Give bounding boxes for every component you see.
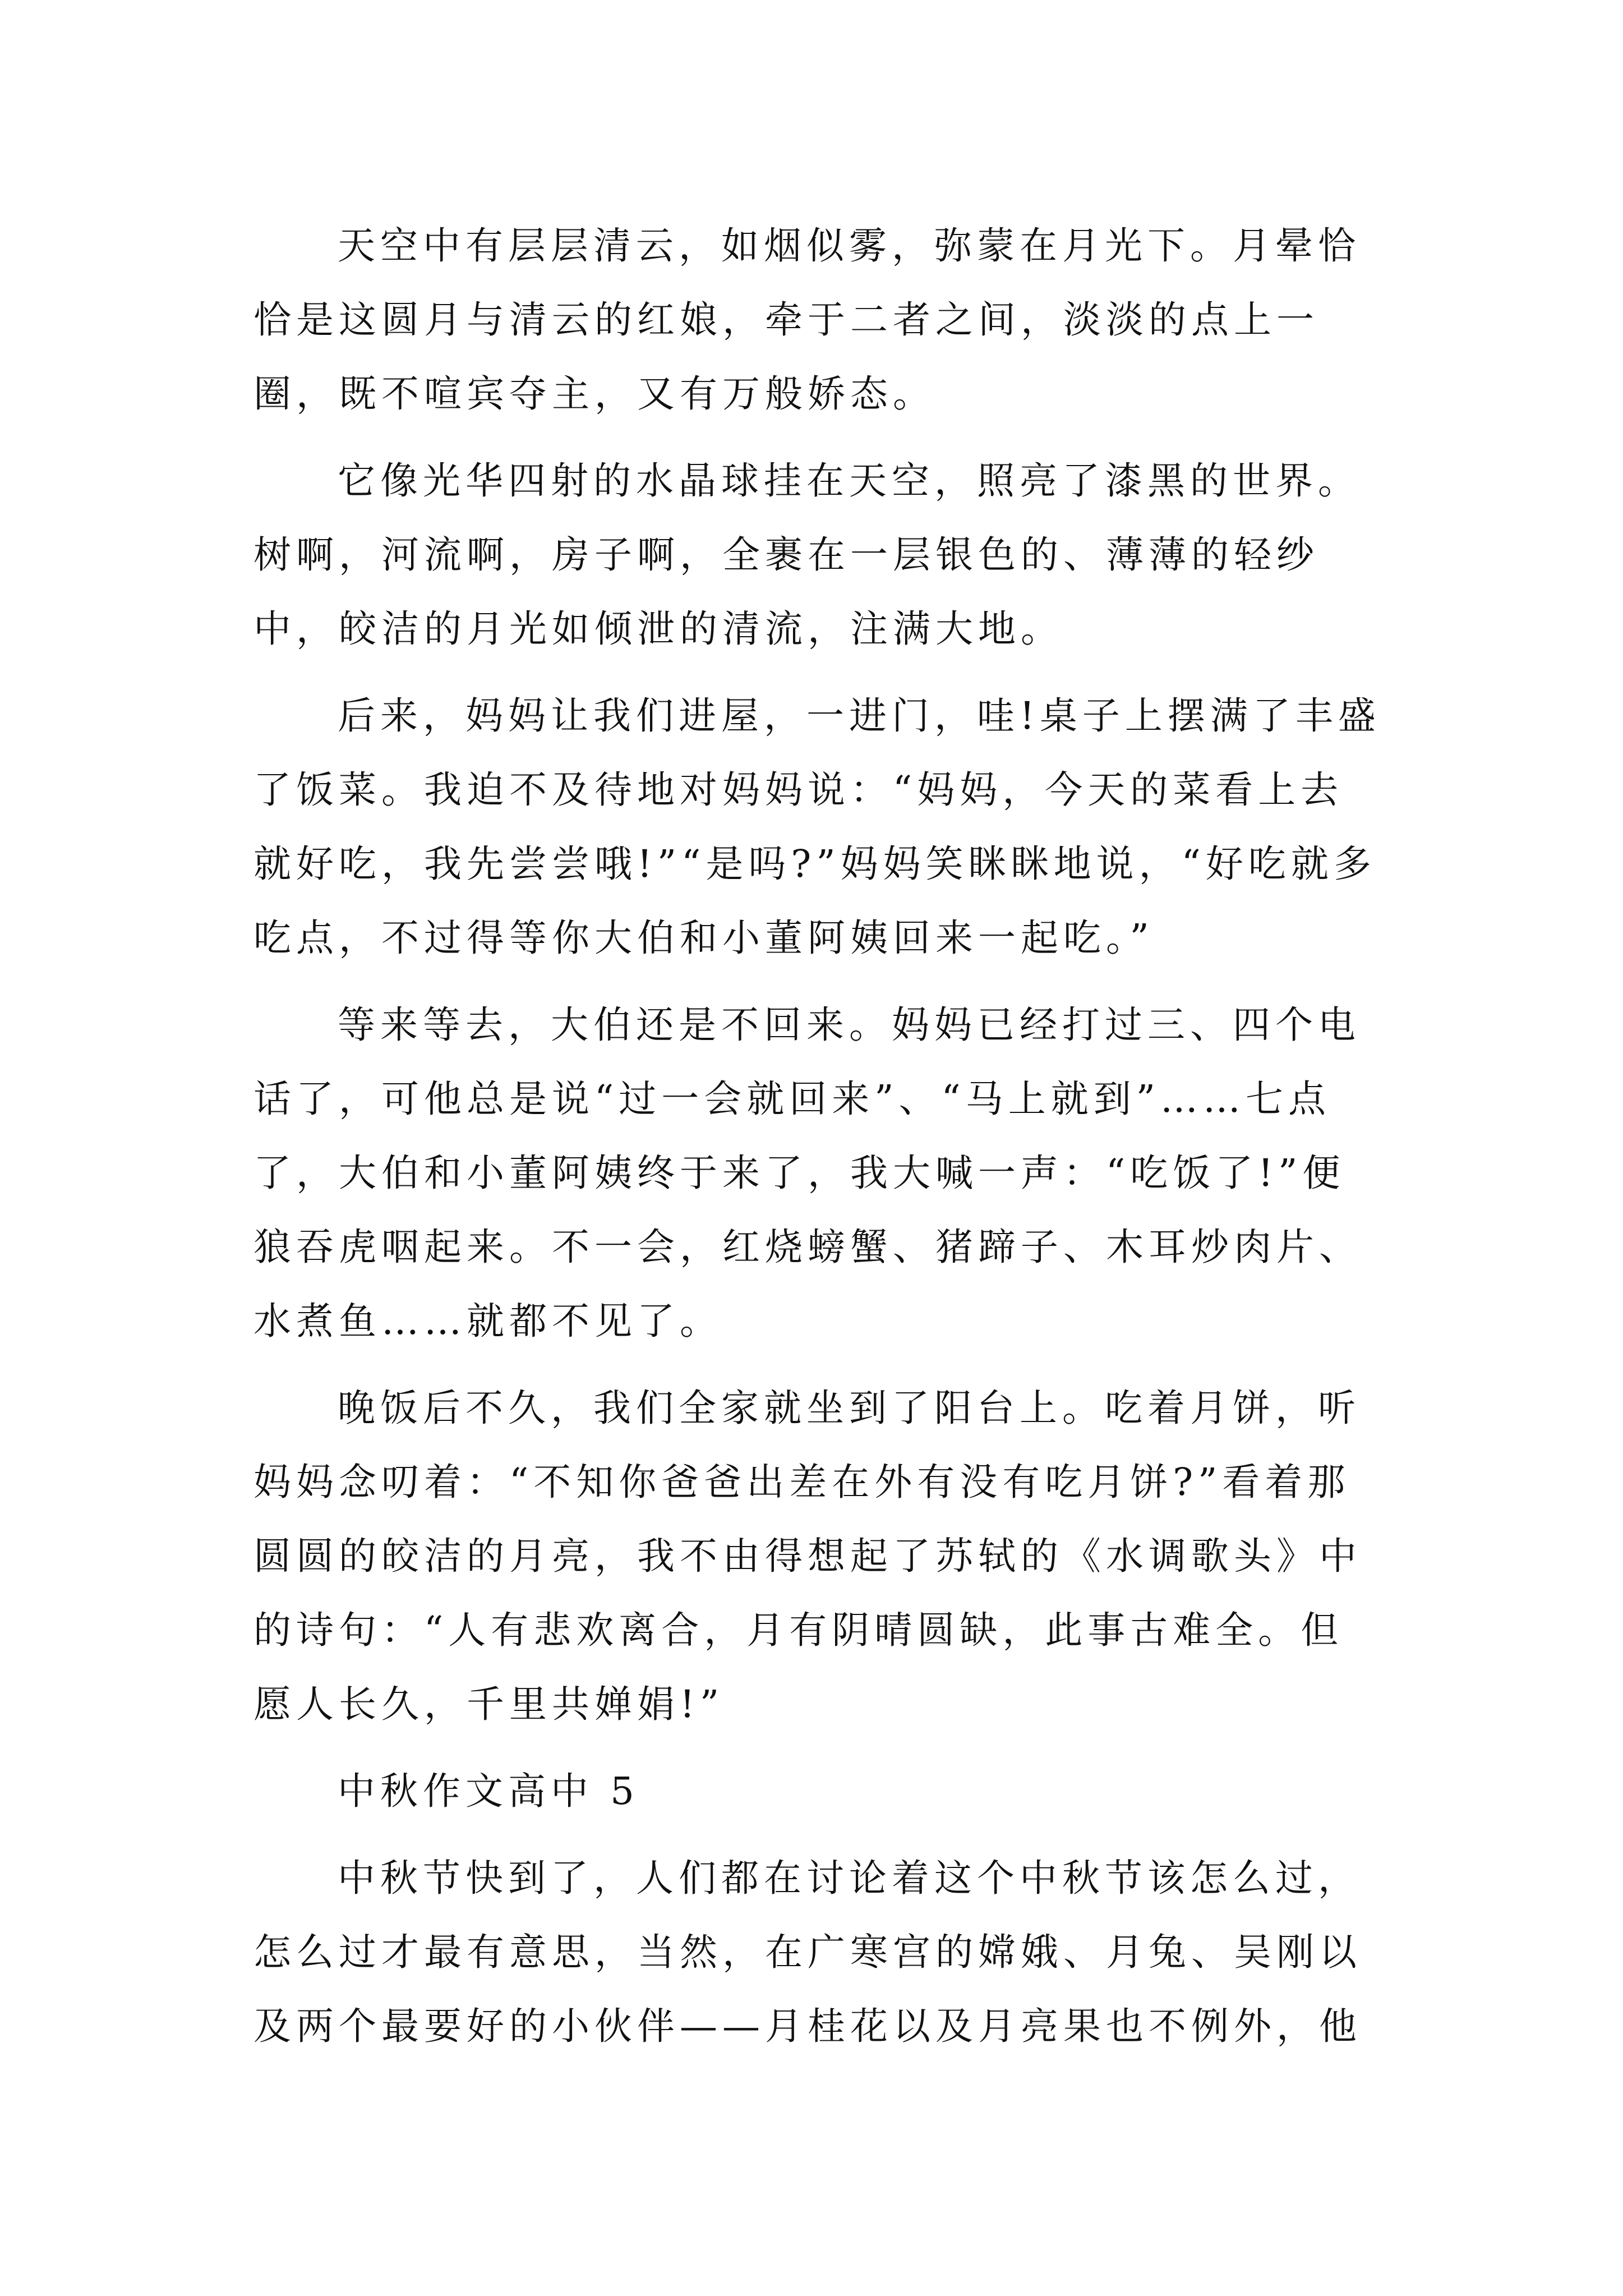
paragraph-dinner-table: 后来，妈妈让我们进屋，一进门，哇!桌子上摆满了丰盛了饭菜。我迫不及待地对妈妈说：“妈妈，今天的菜看上去就好吃，我先尝尝哦!”“是吗?”妈妈笑眯眯地说，“好吃就多吃点，不过得等你大伯和小董阿姨回来一起吃。” [253,694,1381,960]
paragraph-moon-halo: 天空中有层层清云，如烟似雾，弥蒙在月光下。月晕恰恰是这圆月与清云的红娘，牵于二者之间，淡淡的点上一圈，既不喧宾夺主，又有万般娇态。 [253,224,1361,416]
document-body [253,209,1381,2076]
paragraph-balcony: 晚饭后不久，我们全家就坐到了阳台上。吃着月饼，听妈妈念叨着：“不知你爸爸出差在外有没有吃月饼?”看着那圆圆的皎洁的月亮，我不由得想起了苏轼的《水调歌头》中的诗句：“人有悲欢离合，月有阴晴圆缺，此事古难全。但愿人长久，千里共婵娟!” [253,1386,1362,1726]
essay-heading: 中秋作文高中 5 [338,1769,639,1813]
paragraph-crystal-ball: 它像光华四射的水晶球挂在天空，照亮了漆黑的世界。树啊，河流啊，房子啊，全裹在一层银色的、薄薄的轻纱中，皎洁的月光如倾泄的清流，注满大地。 [253,459,1361,651]
paragraph-waiting: 等来等去，大伯还是不回来。妈妈已经打过三、四个电话了，可他总是说“过一会就回来”、“马上就到”……七点了，大伯和小董阿姨终于来了，我大喊一声：“吃饭了!”便狼吞虎咽起来。不一会，红烧螃蟹、猪蹄子、木耳炒肉片、水煮鱼……就都不见了。 [253,1003,1362,1343]
paragraph-mid-autumn-intro: 中秋节快到了，人们都在讨论着这个中秋节该怎么过，怎么过才最有意思，当然，在广寒宫的嫦娥、月兔、吴刚以及两个最要好的小伙伴——月桂花以及月亮果也不例外，他 [253,1856,1362,2048]
